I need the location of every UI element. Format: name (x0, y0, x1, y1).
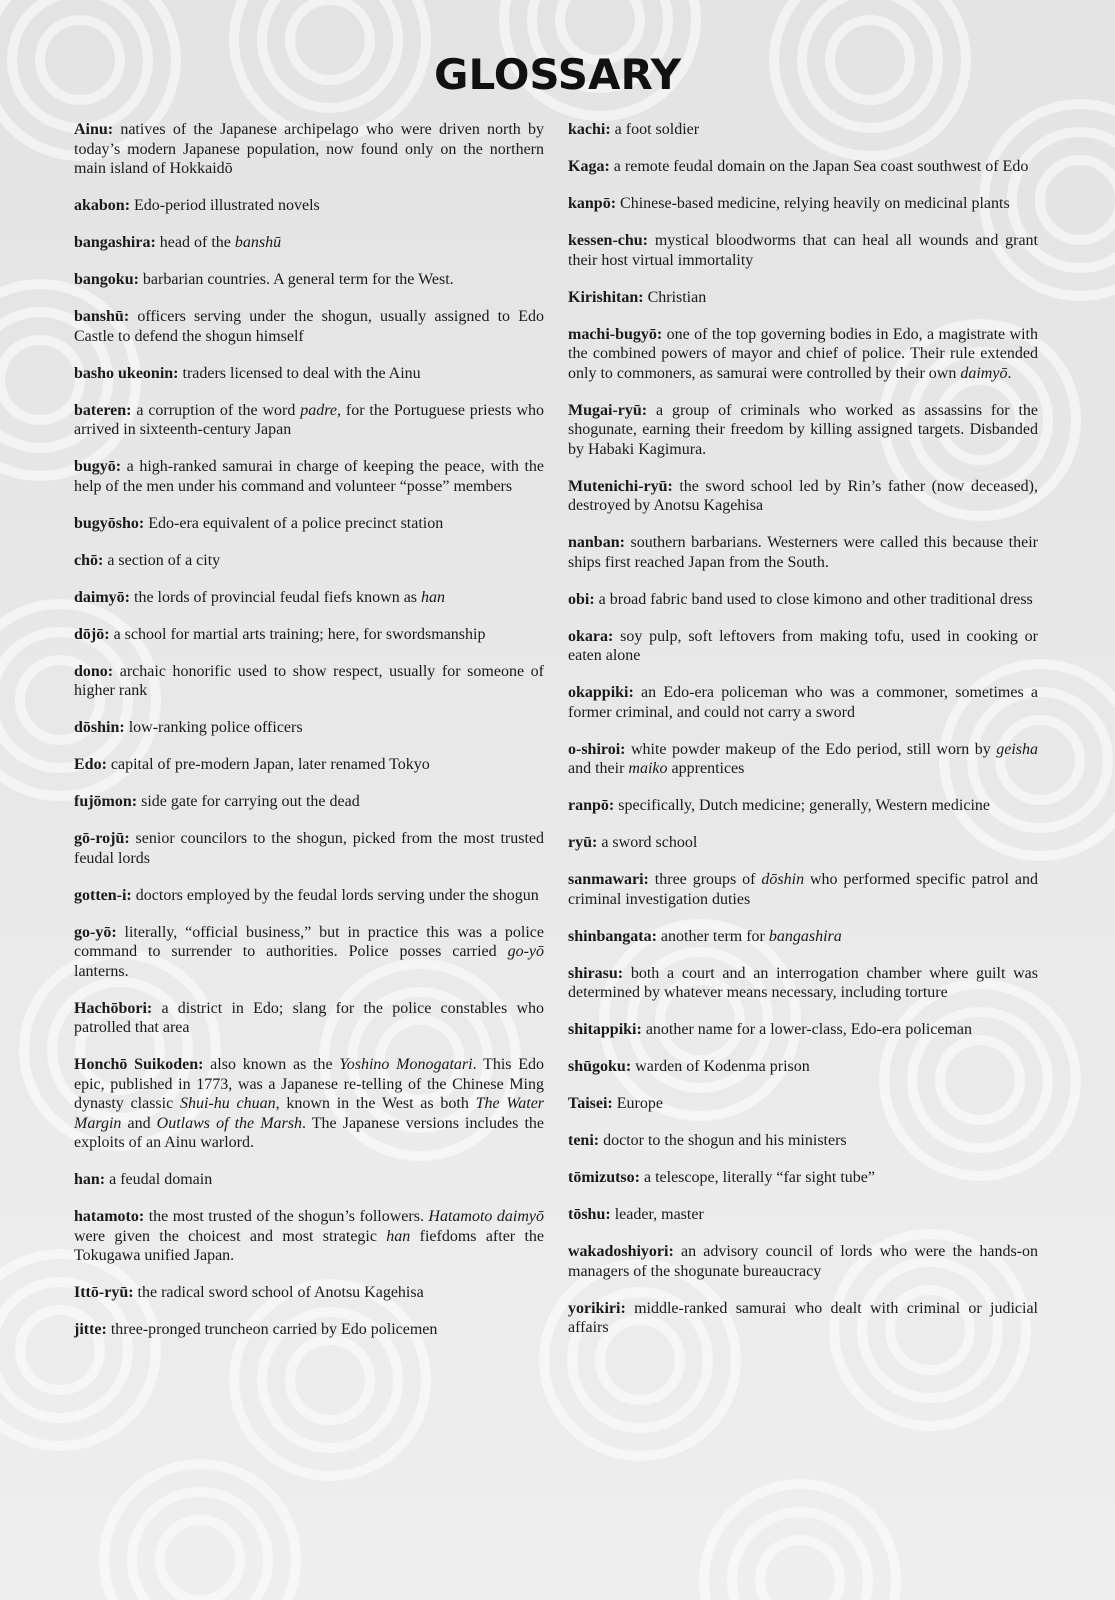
glossary-definition: southern barbarians. Westerners were called this because their ships first reached Japan from the South. (568, 534, 1038, 571)
glossary-term: Ainu: (74, 121, 114, 138)
glossary-entry (74, 755, 544, 775)
glossary-definition: a school for martial arts training; here, for swordsmanship (109, 625, 486, 643)
glossary-definition: a group of criminals who worked as assassins for the shogunate, earning their freedom by killing assigned targets. Disbanded by Habaki Kagimura. (568, 401, 1038, 458)
glossary-entry (568, 1242, 1038, 1281)
glossary-entry (568, 194, 1038, 214)
glossary-entry (74, 270, 544, 290)
glossary-entry (74, 588, 544, 608)
glossary-entry (568, 325, 1038, 384)
glossary-term: wakadoshiyori: (568, 1243, 674, 1260)
glossary-entry (568, 1020, 1038, 1040)
glossary-entry (568, 1205, 1038, 1225)
glossary-entry (74, 233, 544, 253)
glossary-entry (74, 364, 544, 384)
glossary-term: jitte: (74, 1321, 107, 1338)
glossary-term: tōshu: (568, 1206, 611, 1223)
glossary-entry (74, 923, 544, 982)
glossary-definition: Christian (643, 288, 707, 306)
glossary-term: Mutenichi-ryū: (568, 477, 673, 495)
glossary-definition: an Edo-era policeman who was a commoner, sometimes a former criminal, and could not carry a sword (568, 684, 1038, 721)
glossary-definition: the lords of provincial feudal fiefs known as han (130, 588, 446, 606)
glossary-term: Mugai-ryū: (568, 401, 648, 419)
glossary-entry (74, 999, 544, 1038)
glossary-column-right (568, 120, 1038, 1355)
glossary-term: Kaga: (568, 158, 610, 175)
glossary-entry (74, 551, 544, 571)
glossary-entry (568, 533, 1038, 572)
glossary-term: Ittō-ryū: (74, 1284, 134, 1301)
glossary-entry (74, 401, 544, 440)
glossary-term: nanban: (568, 534, 625, 551)
glossary-entry (568, 927, 1038, 947)
glossary-term: kachi: (568, 121, 611, 138)
glossary-column-left (74, 120, 544, 1357)
glossary-definition: side gate for carrying out the dead (137, 793, 360, 810)
glossary-definition: middle-ranked samurai who dealt with criminal or judicial affairs (568, 1299, 1038, 1336)
glossary-term: Hachōbori: (74, 999, 153, 1017)
glossary-entry (74, 120, 544, 179)
glossary-entry (568, 1094, 1038, 1114)
glossary-term: ryū: (568, 834, 598, 851)
glossary-definition: the sword school led by Rin’s father (now deceased), destroyed by Anotsu Kagehisa (568, 477, 1038, 514)
glossary-term: bateren: (74, 401, 132, 419)
glossary-entry (74, 457, 544, 496)
glossary-definition: Edo-era equivalent of a police precinct station (144, 514, 444, 532)
glossary-term: bangoku: (74, 271, 139, 288)
glossary-term: bugyō: (74, 458, 122, 475)
glossary-entry (568, 1299, 1038, 1338)
glossary-entry (74, 1320, 544, 1340)
glossary-definition: natives of the Japanese archipelago who were driven north by today’s modern Japanese population, now found only on the northern main island of Hokkaidō (74, 121, 544, 177)
glossary-term: fujōmon: (74, 793, 138, 810)
glossary-term: shitappiki: (568, 1021, 642, 1038)
glossary-term: dōjō: (74, 625, 110, 643)
glossary-term: basho ukeonin: (74, 364, 179, 382)
glossary-definition: another term for bangashira (656, 927, 842, 945)
glossary-entry (568, 288, 1038, 308)
glossary-definition: traders licensed to deal with the Ainu (178, 364, 421, 382)
glossary-definition: doctors employed by the feudal lords serving under the shogun (131, 886, 539, 904)
glossary-definition: senior councilors to the shogun, picked from the most trusted feudal lords (74, 830, 544, 867)
glossary-definition: the most trusted of the shogun’s followers. Hatamoto daimyō were given the choicest and most strategic han fiefdoms after the Tokugawa unified Japan. (74, 1208, 544, 1264)
glossary-entry (74, 718, 544, 738)
glossary-term: Taisei: (568, 1095, 613, 1112)
glossary-definition: capital of pre-modern Japan, later renamed Tokyo (106, 756, 430, 773)
glossary-definition: a remote feudal domain on the Japan Sea coast southwest of Edo (609, 158, 1029, 175)
glossary-term: daimyō: (74, 588, 130, 606)
glossary-term: machi-bugyō: (568, 325, 663, 343)
glossary-entry (568, 627, 1038, 666)
glossary-entry (74, 1170, 544, 1190)
glossary-term: shirasu: (568, 964, 624, 982)
glossary-definition: a corruption of the word padre, for the Portuguese priests who arrived in sixteenth-century Japan (74, 401, 544, 438)
glossary-entry (74, 307, 544, 346)
glossary-definition: warden of Kodenma prison (631, 1058, 810, 1075)
glossary-definition: three groups of dōshin who performed specific patrol and criminal investigation duties (568, 871, 1039, 908)
glossary-definition: a broad fabric band used to close kimono and other traditional dress (594, 590, 1033, 608)
glossary-entry (568, 870, 1038, 909)
glossary-entry (568, 1131, 1038, 1151)
glossary-term: akabon: (74, 197, 131, 214)
glossary-entry (74, 514, 544, 534)
glossary-term: Edo: (74, 756, 107, 773)
glossary-definition: a district in Edo; slang for the police constables who patrolled that area (74, 999, 544, 1036)
glossary-definition: Edo-period illustrated novels (130, 197, 320, 214)
glossary-entry (74, 662, 544, 701)
glossary-term: sanmawari: (568, 871, 649, 888)
glossary-entry (74, 829, 544, 868)
glossary-entry (568, 1057, 1038, 1077)
glossary-definition: a foot soldier (610, 121, 700, 138)
glossary-entry (568, 401, 1038, 460)
glossary-entry (568, 796, 1038, 816)
glossary-entry (74, 1207, 544, 1266)
glossary-term: han: (74, 1171, 106, 1188)
glossary-entry (568, 740, 1038, 779)
glossary-entry (74, 1055, 544, 1153)
glossary-entry (74, 792, 544, 812)
glossary-entry (568, 964, 1038, 1003)
glossary-definition: both a court and an interrogation chamber where guilt was determined by whatever means necessary, including torture (568, 964, 1038, 1001)
glossary-entry (568, 231, 1038, 270)
glossary-definition: Europe (612, 1095, 663, 1112)
glossary-term: bugyōsho: (74, 514, 145, 532)
page-title: GLOSSARY (433, 50, 682, 99)
glossary-term: kessen-chu: (568, 232, 649, 249)
glossary-term: Honchō Suikoden: (74, 1056, 204, 1073)
glossary-definition: soy pulp, soft leftovers from making tofu, used in cooking or eaten alone (568, 627, 1038, 664)
glossary-term: shūgoku: (568, 1058, 632, 1075)
glossary-definition: specifically, Dutch medicine; generally, Western medicine (614, 797, 990, 814)
glossary-definition: a feudal domain (105, 1171, 213, 1188)
glossary-definition: a section of a city (103, 551, 221, 569)
glossary-definition: also known as the Yoshino Monogatari. This Edo epic, published in 1773, was a Japanese re-telling of the Chinese Ming dynasty classic Shui-hu chuan, known in the West as both The Water Margin and Outlaws of the Marsh. The Japanese versions includes the exploits of an Ainu warlord. (74, 1056, 545, 1151)
glossary-term: yorikiri: (568, 1299, 626, 1317)
glossary-term: okara: (568, 627, 614, 645)
glossary-definition: doctor to the shogun and his ministers (599, 1132, 847, 1149)
glossary-definition: white powder makeup of the Edo period, still worn by geisha and their maiko apprentices (568, 740, 1038, 777)
glossary-term: shinbangata: (568, 927, 657, 945)
glossary-definition: an advisory council of lords who were the hands-on managers of the shogunate bureaucracy (568, 1243, 1038, 1280)
glossary-definition: a sword school (597, 834, 698, 851)
glossary-entry (568, 683, 1038, 722)
glossary-entry (74, 625, 544, 645)
glossary-definition: a telescope, literally “far sight tube” (639, 1169, 875, 1186)
glossary-term: hatamoto: (74, 1208, 145, 1225)
glossary-definition: low-ranking police officers (124, 719, 303, 736)
glossary-term: kanpō: (568, 195, 617, 212)
glossary-definition: the radical sword school of Anotsu Kagehisa (133, 1284, 424, 1301)
glossary-term: tōmizutso: (568, 1169, 640, 1186)
glossary-term: banshū: (74, 308, 130, 325)
glossary-definition: officers serving under the shogun, usually assigned to Edo Castle to defend the shogun himself (74, 308, 544, 345)
glossary-term: chō: (74, 551, 104, 569)
glossary-entry (568, 477, 1038, 516)
glossary-term: gotten-i: (74, 886, 132, 904)
glossary-entry (568, 833, 1038, 853)
glossary-entry (74, 196, 544, 216)
glossary-entry (74, 1283, 544, 1303)
glossary-definition: mystical bloodworms that can heal all wounds and grant their host virtual immortality (568, 232, 1038, 269)
glossary-entry (568, 590, 1038, 610)
glossary-definition: one of the top governing bodies in Edo, a magistrate with the combined powers of mayor and chief of police. Their rule extended only to commoners, as samurai were controlled by their own daimyō. (568, 325, 1038, 382)
glossary-definition: archaic honorific used to show respect, usually for someone of higher rank (74, 662, 544, 699)
glossary-definition: another name for a lower-class, Edo-era policeman (641, 1021, 973, 1038)
glossary-definition: head of the banshū (155, 234, 282, 251)
glossary-term: ranpō: (568, 797, 615, 814)
glossary-entry (568, 1168, 1038, 1188)
glossary-definition: a high-ranked samurai in charge of keeping the peace, with the help of the men under his command and volunteer “posse” members (74, 458, 544, 495)
glossary-entry (568, 120, 1038, 140)
glossary-entry (568, 157, 1038, 177)
glossary-term: dōshin: (74, 719, 125, 736)
glossary-definition: literally, “official business,” but in practice this was a police command to surrender to authorities. Police posses carried go-yō lanterns. (74, 923, 544, 980)
glossary-term: gō-rojū: (74, 830, 130, 847)
glossary-definition: Chinese-based medicine, relying heavily on medicinal plants (616, 195, 1010, 212)
glossary-term: dono: (74, 662, 114, 680)
glossary-definition: three-pronged truncheon carried by Edo policemen (106, 1321, 438, 1338)
glossary-term: o-shiroi: (568, 740, 626, 758)
glossary-term: okappiki: (568, 684, 634, 701)
glossary-term: obi: (568, 590, 595, 608)
glossary-definition: leader, master (610, 1206, 704, 1223)
glossary-definition: barbarian countries. A general term for the West. (138, 271, 454, 288)
glossary-term: bangashira: (74, 234, 156, 251)
glossary-entry (74, 886, 544, 906)
glossary-term: go-yō: (74, 923, 117, 941)
glossary-term: Kirishitan: (568, 288, 644, 306)
glossary-term: teni: (568, 1132, 600, 1149)
